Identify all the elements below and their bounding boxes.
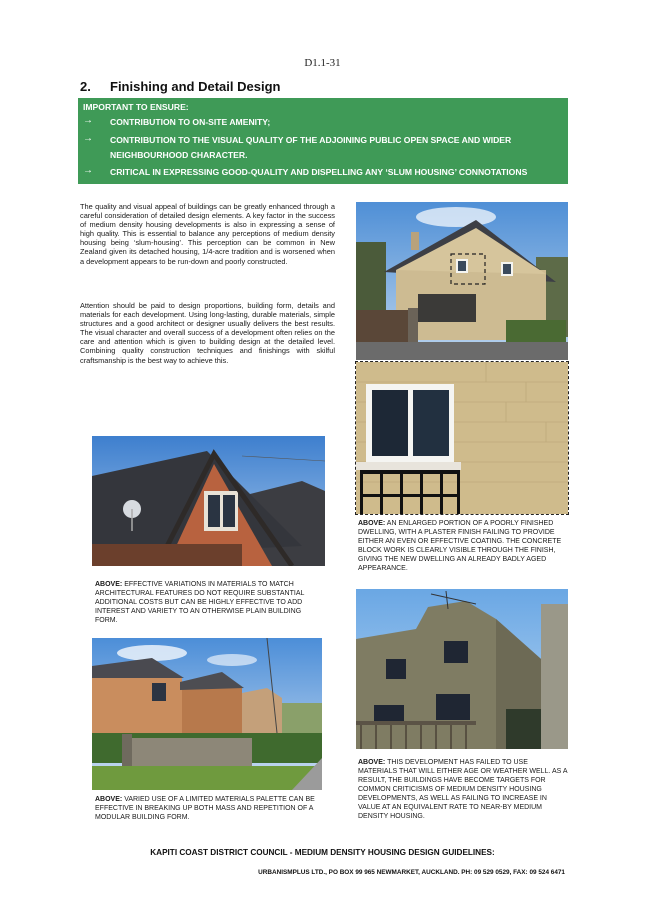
section-title: Finishing and Detail Design [110, 79, 281, 94]
important-box-title: IMPORTANT TO ENSURE: [83, 102, 189, 112]
photo-plaster-closeup-image [356, 362, 568, 514]
caption-label: ABOVE: [358, 520, 386, 527]
photo-failed-development-image [356, 589, 568, 749]
arrow-icon: → [83, 115, 93, 126]
photo-gabled-house-image [356, 202, 568, 360]
important-item: CONTRIBUTION TO THE VISUAL QUALITY OF THE ADJOINING PUBLIC OPEN SPACE AND WIDER [110, 135, 512, 145]
caption-text: THIS DEVELOPMENT HAS FAILED TO USE MATERIALS THAT WILL EITHER AGE OR WEATHER WELL. AS A RESULT, THE BUILDINGS HAVE BECOME TARGETS FOR COMMON CRITICISMS OF MEDIUM DENSITY HOUSING DEVELOPMENTS, AS WELL AS FAILING TO INCREASE IN VALUE AT AN EQUIVALENT RATE TO NEAR-BY MEDIUM DENSITY HOUSING. [358, 759, 568, 820]
page-number: D1.1-31 [304, 57, 341, 69]
footer-contact: URBANISMPLUS LTD., PO BOX 99 965 NEWMARKET, AUCKLAND. PH: 09 529 0529, FAX: 09 524 6471 [258, 869, 565, 876]
body-paragraph-2: Attention should be paid to design proportions, building form, details and materials for each development. Using long-lasting, durable materials, simple structures and a good architect or designer usually delivers the best results. The visual character and overall success of a development often relies on the care and attention which is given to building design at the detailed level. Combining quality construction techniques and finishings with skilful craftsmanship is the best way to achieve this. [80, 301, 335, 365]
caption-materials-variation [95, 580, 323, 625]
caption-plaster-finish [358, 519, 566, 573]
caption-label: ABOVE: [95, 581, 123, 588]
photo-brick-gable [92, 436, 325, 566]
body-paragraph-1: The quality and visual appeal of buildings can be greatly enhanced through a careful consideration of detailed design elements. A key factor in the success of medium density housing developments is also in expressing a sense of high quality. This is essential to balance any perceptions of medium density housing being ‘slum-housing’. This perception can be common in New Zealand given its detached housing, 1/4-acre tradition and is worsened when a development appears to be run-down and poorly constructed. [80, 202, 335, 266]
caption-label: ABOVE: [95, 796, 123, 803]
arrow-icon: → [83, 165, 93, 176]
caption-label: ABOVE: [358, 759, 386, 766]
caption-text: EFFECTIVE VARIATIONS IN MATERIALS TO MATCH ARCHITECTURAL FEATURES DO NOT REQUIRE SUBSTANTIAL ADDITIONAL COSTS BUT CAN BE HIGHLY EFFECTIVE TO ADD INTEREST AND VARIETY TO AN OTHERWISE PLAIN BUILDING FORM. [95, 581, 305, 624]
important-item: CONTRIBUTION TO ON-SITE AMENITY; [110, 117, 271, 127]
photo-plaster-closeup [356, 362, 568, 514]
important-item-continuation: NEIGHBOURHOOD CHARACTER. [110, 150, 248, 160]
photo-row-houses [92, 638, 322, 790]
caption-materials-palette [95, 795, 323, 822]
arrow-icon: → [83, 133, 93, 144]
important-box [78, 98, 568, 184]
photo-failed-development [356, 589, 568, 749]
caption-text: VARIED USE OF A LIMITED MATERIALS PALETTE CAN BE EFFECTIVE IN BREAKING UP BOTH MASS AND REPETITION OF A MODULAR BUILDING FORM. [95, 796, 315, 821]
caption-failed-development [358, 758, 568, 821]
caption-text: AN ENLARGED PORTION OF A POORLY FINISHED DWELLING, WITH A PLASTER FINISH FAILING TO PROVIDE EITHER AN EVEN OR EFFECTIVE COATING. THE CONCRETE BLOCK WORK IS CLEARLY VISIBLE THROUGH THE FINISH, GIVING THE NEW DWELLING AN ALREADY BADLY AGED APPEARANCE. [358, 520, 562, 572]
section-heading [80, 79, 280, 94]
photo-brick-gable-image [92, 436, 325, 566]
section-number: 2. [80, 79, 91, 94]
footer-title: KAPITI COAST DISTRICT COUNCIL - MEDIUM DENSITY HOUSING DESIGN GUIDELINES: [150, 848, 495, 857]
photo-gabled-house [356, 202, 568, 360]
important-item: CRITICAL IN EXPRESSING GOOD-QUALITY AND DISPELLING ANY ‘SLUM HOUSING’ CONNOTATIONS [110, 167, 528, 177]
photo-row-houses-image [92, 638, 322, 790]
